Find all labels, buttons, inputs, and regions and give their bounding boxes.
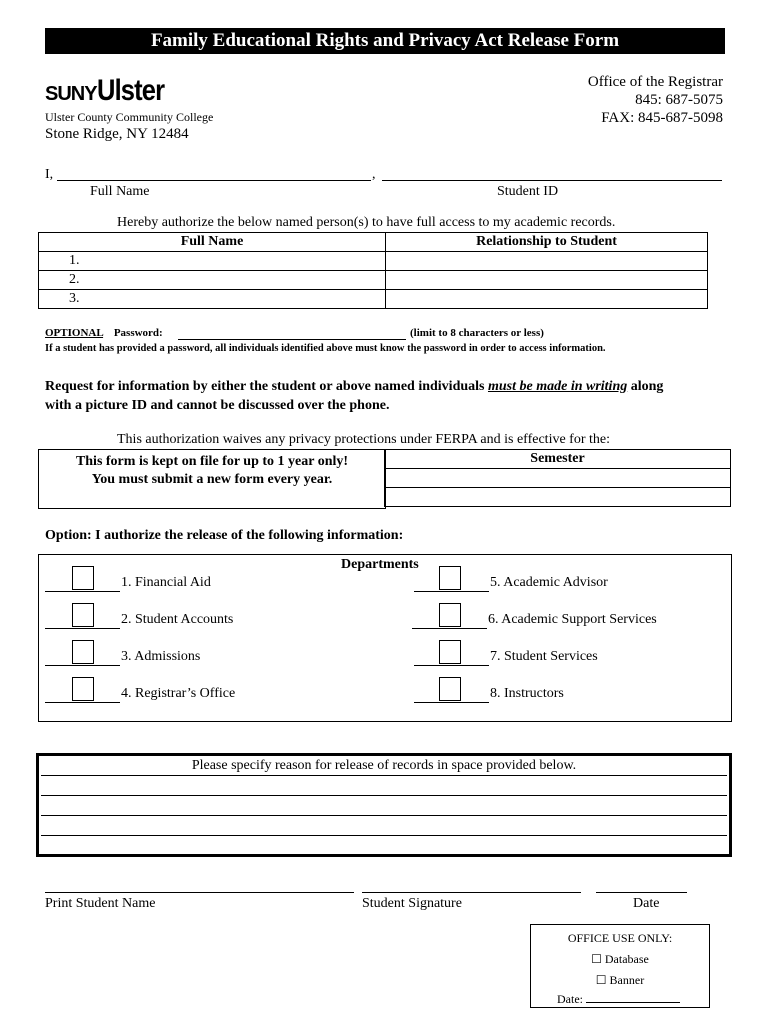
password-label: Password: — [113, 327, 163, 339]
password-field[interactable] — [178, 327, 406, 340]
table-row — [39, 271, 708, 290]
dept-line — [414, 591, 489, 592]
header-relationship: Relationship to Student — [386, 233, 708, 252]
password-note: If a student has provided a password, all individuals identified above must know the password in order to access information. — [45, 343, 606, 354]
signature-field[interactable] — [362, 878, 581, 893]
date-label: Date — [633, 896, 660, 911]
file-note-line1: This form is kept on file for up to 1 year only! — [75, 454, 349, 469]
office-use-box — [530, 924, 710, 1008]
reason-header: Please specify reason for release of records in space provided below. — [41, 756, 727, 776]
person-2-relationship[interactable] — [386, 271, 708, 290]
dept-admissions: 3. Admissions — [121, 649, 201, 664]
request-part2: along — [627, 379, 664, 394]
dept-line — [45, 628, 120, 629]
dept-line — [45, 702, 120, 703]
office-use-database[interactable]: ☐ Database — [591, 952, 649, 966]
college-address: Stone Ridge, NY 12484 — [45, 126, 189, 142]
semester-field[interactable] — [385, 469, 731, 488]
registrar-info — [588, 73, 723, 127]
departments-header: Departments — [341, 557, 419, 572]
request-part1: Request for information by either the student or above named individuals — [45, 379, 488, 394]
persons-table — [38, 232, 708, 309]
form-title: Family Educational Rights and Privacy Act Release Form — [45, 28, 725, 54]
dept-line — [414, 665, 489, 666]
person-1-relationship[interactable] — [386, 252, 708, 271]
dept-academic-support: 6. Academic Support Services — [488, 612, 657, 627]
person-3-name[interactable]: 3. — [39, 290, 386, 309]
person-2-name[interactable]: 2. — [39, 271, 386, 290]
dept-student-accounts: 2. Student Accounts — [121, 612, 234, 627]
file-note — [39, 453, 385, 489]
checkbox-student-accounts[interactable] — [72, 603, 94, 627]
password-section — [45, 327, 163, 339]
optional-label: OPTIONAL — [45, 327, 104, 339]
dept-financial-aid: 1. Financial Aid — [121, 575, 211, 590]
dept-instructors: 8. Instructors — [490, 686, 564, 701]
reason-line-4[interactable] — [41, 836, 727, 854]
checkbox-instructors[interactable] — [439, 677, 461, 701]
signature-label: Student Signature — [362, 896, 462, 911]
waiver-text: This authorization waives any privacy protections under FERPA and is effective for the: — [117, 432, 610, 447]
semester-field-2[interactable] — [385, 488, 731, 507]
checkbox-registrars-office[interactable] — [72, 677, 94, 701]
student-id-label: Student ID — [497, 184, 559, 199]
table-row — [39, 290, 708, 309]
suny-ulster-logo — [45, 74, 176, 108]
checkbox-student-services[interactable] — [439, 640, 461, 664]
file-note-line2: You must submit a new form every year. — [91, 472, 333, 487]
reason-line-2[interactable] — [41, 796, 727, 816]
password-limit: (limit to 8 characters or less) — [410, 327, 544, 339]
logo-suny: SUNY — [45, 83, 97, 105]
dept-line — [45, 591, 120, 592]
reason-line-3[interactable] — [41, 816, 727, 836]
registrar-office: Office of the Registrar — [587, 74, 723, 90]
checkbox-academic-advisor[interactable] — [439, 566, 461, 590]
request-text — [45, 377, 663, 415]
office-use-date — [557, 992, 709, 1007]
dept-academic-advisor: 5. Academic Advisor — [490, 575, 608, 590]
intro-i: I, — [45, 167, 54, 182]
semester-header: Semester — [385, 450, 731, 469]
authorize-text: Hereby authorize the below named person(s) to have full access to my academic records. — [117, 215, 616, 230]
semester-table — [384, 449, 731, 507]
reason-line-1[interactable] — [41, 776, 727, 796]
registrar-fax: FAX: 845-687-5098 — [601, 110, 723, 126]
dept-line — [414, 702, 489, 703]
student-id-field[interactable] — [382, 166, 722, 181]
logo-ulster: Ulster — [96, 74, 164, 107]
office-use-banner[interactable]: ☐ Banner — [595, 973, 645, 987]
print-name-field[interactable] — [45, 878, 354, 893]
print-name-label: Print Student Name — [45, 896, 156, 911]
intro-comma: , — [372, 167, 376, 182]
checkbox-academic-support[interactable] — [439, 603, 461, 627]
dept-student-services: 7. Student Services — [490, 649, 598, 664]
reason-box — [36, 753, 732, 857]
office-use-title: OFFICE USE ONLY: — [567, 931, 673, 945]
request-line2: with a picture ID and cannot be discussed over the phone. — [45, 398, 390, 413]
table-row — [39, 252, 708, 271]
college-name: Ulster County Community College — [45, 110, 214, 124]
checkbox-admissions[interactable] — [72, 640, 94, 664]
dept-line — [412, 628, 487, 629]
person-3-relationship[interactable] — [386, 290, 708, 309]
header-full-name: Full Name — [39, 233, 386, 252]
full-name-label: Full Name — [90, 184, 150, 199]
dept-registrars-office: 4. Registrar’s Office — [121, 686, 236, 701]
office-use-date-field[interactable] — [586, 992, 680, 1003]
dept-line — [45, 665, 120, 666]
checkbox-financial-aid[interactable] — [72, 566, 94, 590]
file-note-box — [38, 449, 386, 509]
person-1-name[interactable]: 1. — [39, 252, 386, 271]
full-name-field[interactable] — [57, 166, 371, 181]
option-text: Option: I authorize the release of the following information: — [45, 528, 404, 543]
request-emphasis: must be made in writing — [487, 379, 628, 394]
registrar-phone: 845: 687-5075 — [635, 92, 723, 108]
date-field[interactable] — [596, 878, 687, 893]
office-use-date-label: Date: — [557, 992, 583, 1006]
